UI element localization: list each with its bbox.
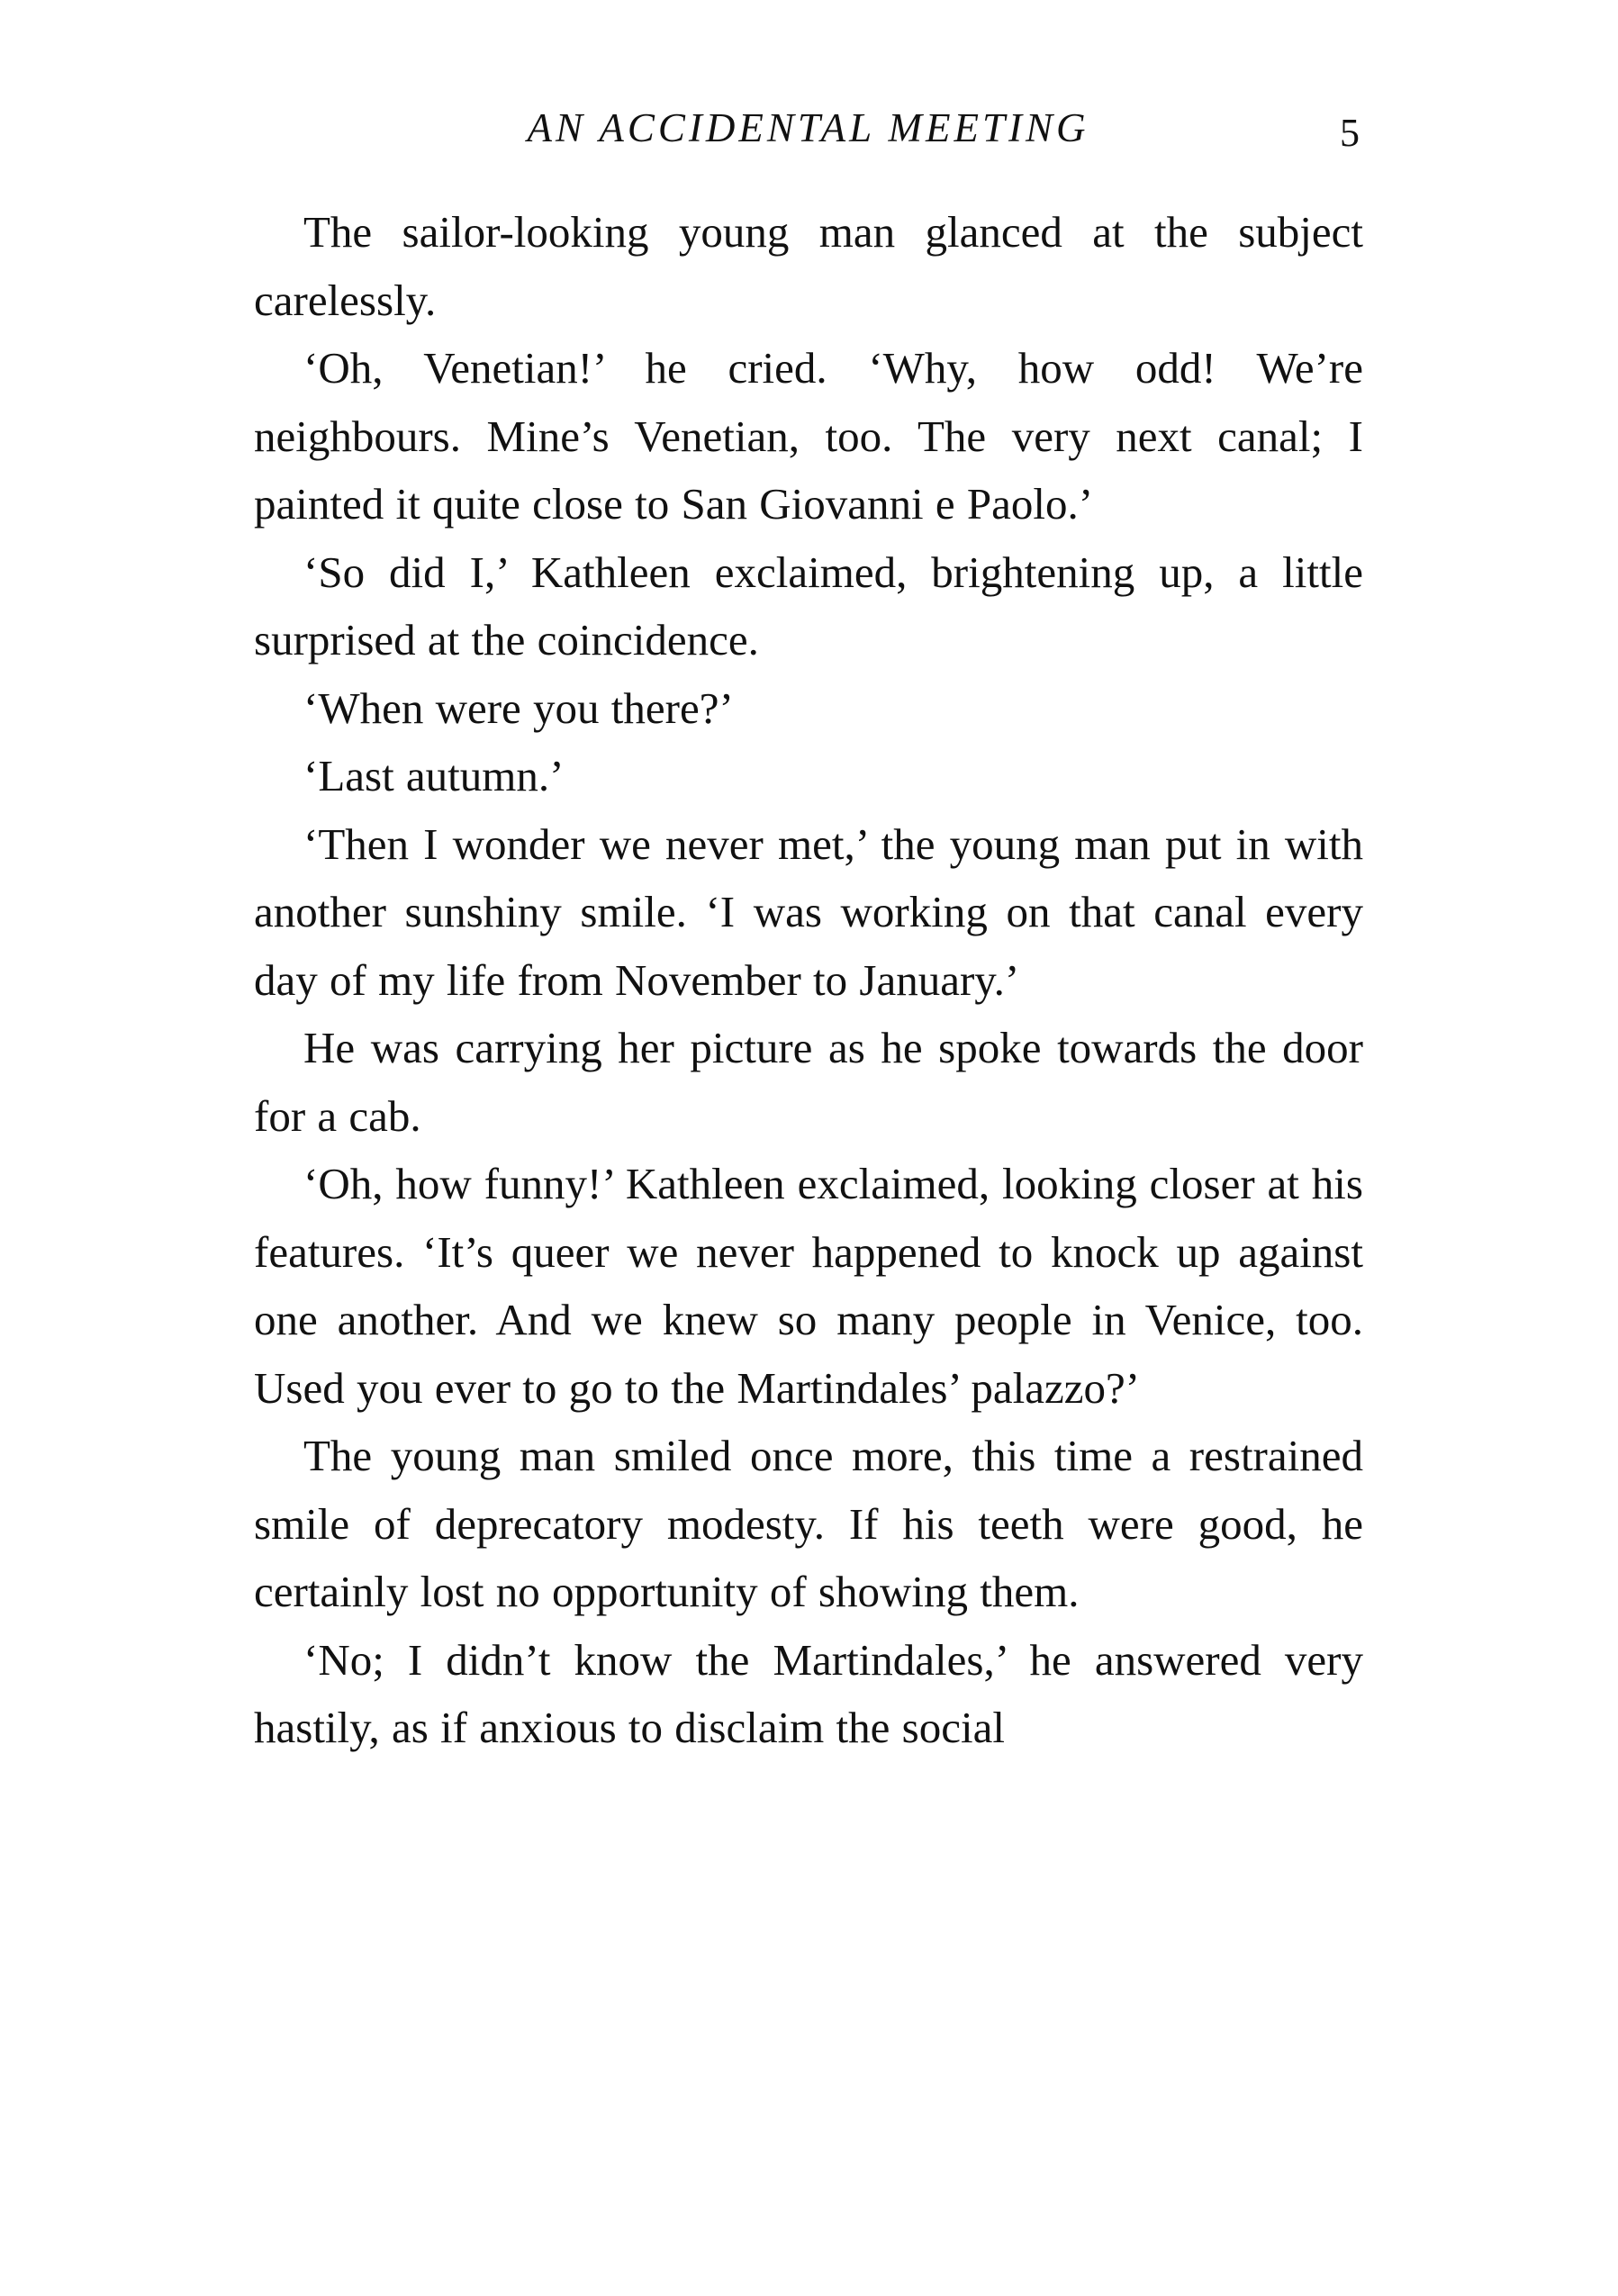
paragraph: ‘Oh, Venetian!’ he cried. ‘Why, how odd! We’re neighbours. Mine’s Venetian, too. The very next canal; I painted it quite close to San Giovanni e Paolo.’: [254, 343, 1363, 529]
running-head: [257, 101, 1360, 155]
paragraph: ‘Last autumn.’: [303, 751, 565, 800]
paragraph: The young man smiled once more, this time a restrained smile of deprecatory modesty. If his teeth were good, he certainly lost no opportunity of showing them.: [254, 1431, 1363, 1616]
paragraph: ‘Then I wonder we never met,’ the young man put in with another sunshiny smile. ‘I was working on that canal every day of my life from November to January.’: [254, 818, 1363, 1005]
page-number: 5: [1340, 111, 1360, 155]
paragraph: ‘So did I,’ Kathleen exclaimed, brightening up, a little surprised at the coincidence.: [254, 547, 1363, 664]
paragraph: He was carrying her picture as he spoke towards the door for a cab.: [254, 1023, 1363, 1141]
text-block: [254, 198, 1363, 1762]
running-title: AN ACCIDENTAL MEETING: [527, 105, 1089, 150]
paragraph: ‘Oh, how funny!’ Kathleen exclaimed, looking closer at his features. ‘It’s queer we never happened to knock up against one another. And we knew so many people in Venice, too. Used you ever to go to the Martindales’ palazzo?’: [254, 1159, 1363, 1413]
paragraph: ‘No; I didn’t know the Martindales,’ he answered very hastily, as if anxious to disclaim the social: [254, 1634, 1363, 1752]
paragraph: ‘When were you there?’: [303, 682, 734, 733]
paragraph: The sailor-looking young man glanced at the subject carelessly.: [254, 207, 1363, 325]
